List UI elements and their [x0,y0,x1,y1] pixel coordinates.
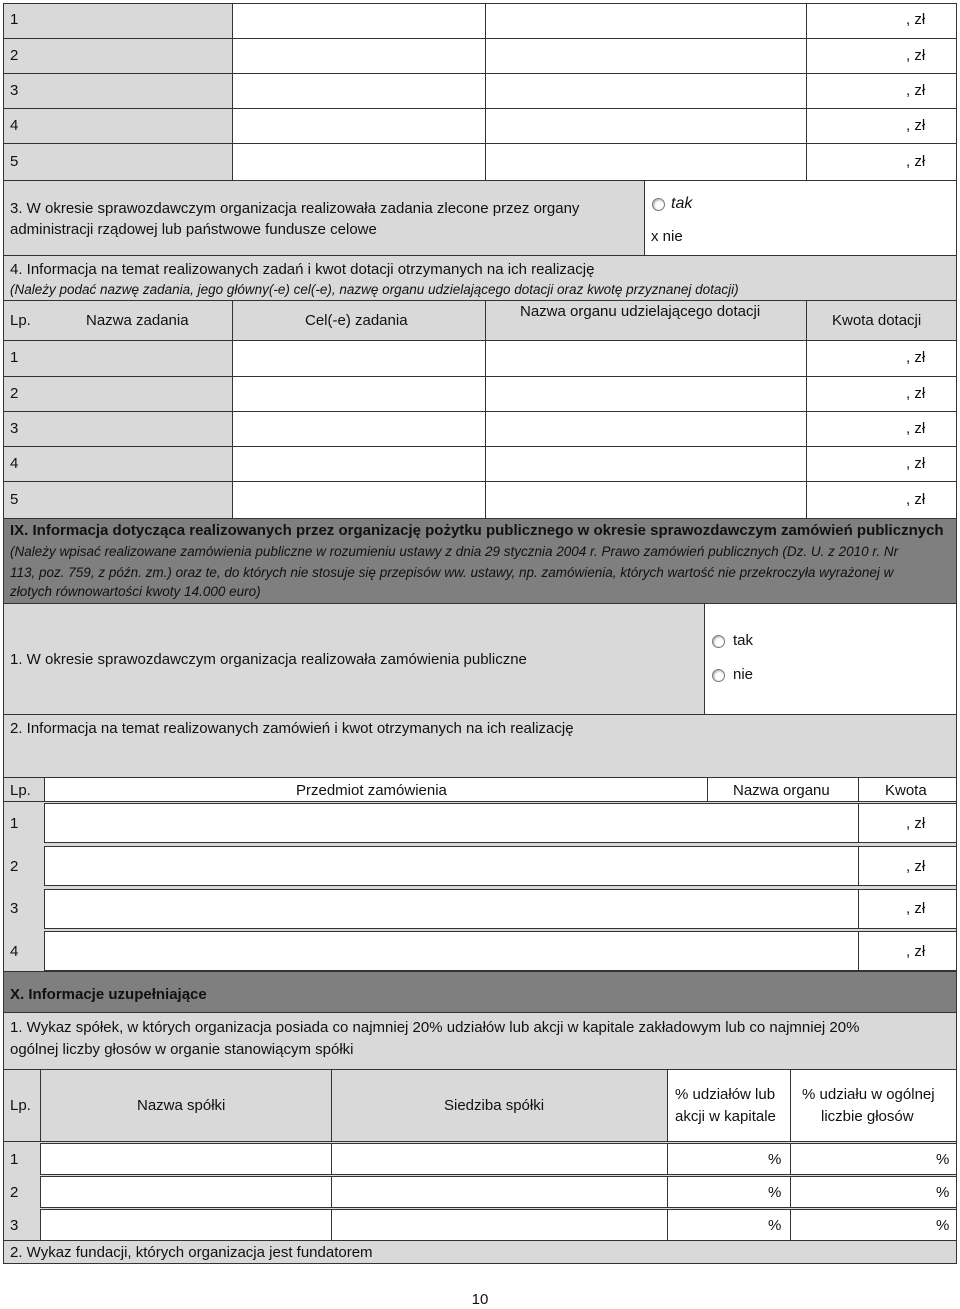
option-nie-selected[interactable]: x nie [651,228,683,245]
input-cell[interactable] [40,1209,332,1241]
radio-icon[interactable] [712,669,725,682]
page-number: 10 [471,1291,489,1308]
col-udzialy: akcji w kapitale [675,1108,776,1125]
q3-text: administracji rządowej lub państwowe fundusze celowe [10,221,377,238]
input-cell[interactable] [331,1176,668,1208]
x-q1-text: 1. Wykaz spółek, w których organizacja posiada co najmniej 20% udziałów lub akcji w kapitale zakładowym lub co najmniej 20% [10,1019,860,1036]
amount-cell[interactable] [806,143,957,181]
input-cell[interactable] [485,340,807,377]
col-udzialy: % udziałów lub [675,1086,776,1103]
currency-suffix: , zł [906,117,926,134]
col-cel-zadania: Cel(-e) zadania [305,312,408,329]
option-nie[interactable]: nie [712,666,753,683]
row-number: 4 [10,455,19,472]
input-cell[interactable] [485,411,807,447]
input-cell[interactable] [232,73,486,109]
x-col-header [790,1069,957,1142]
radio-icon[interactable] [712,635,725,648]
amount-cell[interactable] [806,411,957,447]
currency-suffix: , zł [906,11,926,28]
currency-suffix: , zł [906,349,926,366]
col-nazwa-organu: Nazwa organu udzielającego dotacji [520,303,761,320]
ix-q1-text: 1. W okresie sprawozdawczym organizacja realizowała zamówienia publiczne [10,651,527,668]
percent-cell[interactable] [790,1209,957,1241]
row-number: 3 [10,1217,19,1234]
table-row [3,340,233,377]
input-cell[interactable] [232,446,486,482]
percent-sign: % [936,1217,950,1234]
amount-cell[interactable] [806,376,957,412]
input-cell[interactable] [485,143,807,181]
q3-answer-cell [644,180,957,256]
input-cell[interactable] [232,143,486,181]
input-cell[interactable] [232,3,486,39]
row-number: 2 [10,858,19,875]
row-number: 2 [10,385,19,402]
radio-icon[interactable] [652,198,665,211]
row-number: 5 [10,491,19,508]
table-row [3,3,233,39]
row-number: 2 [10,47,19,64]
table-row [3,376,233,412]
currency-suffix: , zł [906,858,926,875]
row-number: 1 [10,349,19,366]
amount-cell[interactable] [806,108,957,144]
q4-title: 4. Informacja na temat realizowanych zadań i kwot dotacji otrzymanych na ich realizację [10,261,595,278]
ix-q2-text: 2. Informacja na temat realizowanych zamówień i kwot otrzymanych na ich realizację [10,720,574,737]
input-cell[interactable] [44,803,859,843]
col-nazwa-organu: Nazwa organu [733,782,830,799]
amount-cell[interactable] [806,38,957,74]
col-przedmiot: Przedmiot zamówienia [296,782,447,799]
option-tak[interactable]: tak [712,632,753,649]
row-number: 1 [10,11,19,28]
percent-sign: % [768,1217,782,1234]
currency-suffix: , zł [906,815,926,832]
table-row [3,411,233,447]
col-kwota-dotacji: Kwota dotacji [832,312,922,329]
section-ix-title: IX. Informacja dotycząca realizowanych przez organizację pożytku publicznego w okresie sprawozdawczym zamówień publicznych [10,522,944,539]
col-nazwa-zadania: Nazwa zadania [86,312,189,329]
amount-cell[interactable] [806,340,957,377]
table-row [3,481,233,519]
percent-cell[interactable] [790,1143,957,1175]
currency-suffix: , zł [906,47,926,64]
currency-suffix: , zł [906,385,926,402]
input-cell[interactable] [232,340,486,377]
input-cell[interactable] [485,481,807,519]
input-cell[interactable] [232,411,486,447]
table-row [3,73,233,109]
col-siedziba: Siedziba spółki [444,1097,545,1114]
input-cell[interactable] [44,846,859,886]
section-ix-note: (Należy wpisać realizowane zamówienia publiczne w rozumieniu ustawy z dnia 29 stycznia 2004 r. Prawo zamówień publicznych (Dz. U. z 2010 r. Nr [10,544,899,559]
input-cell[interactable] [40,1143,332,1175]
col-lp: Lp. [10,782,31,799]
row-number: 5 [10,153,19,170]
input-cell[interactable] [232,376,486,412]
percent-sign: % [936,1151,950,1168]
input-cell[interactable] [331,1143,668,1175]
input-cell[interactable] [485,108,807,144]
section-x-title: X. Informacje uzupełniające [10,986,207,1003]
table-row [3,143,233,181]
percent-sign: % [768,1151,782,1168]
col-nazwa-spolki: Nazwa spółki [137,1097,226,1114]
input-cell[interactable] [44,889,859,929]
table-row [3,108,233,144]
row-number: 4 [10,943,19,960]
option-tak[interactable]: tak [652,195,692,213]
col-lp: Lp. [10,1097,31,1114]
input-cell[interactable] [40,1176,332,1208]
amount-cell[interactable] [806,3,957,39]
currency-suffix: , zł [906,82,926,99]
input-cell[interactable] [485,446,807,482]
q3-text: 3. W okresie sprawozdawczym organizacja realizowała zadania zlecone przez organy [10,200,580,217]
input-cell[interactable] [485,38,807,74]
currency-suffix: , zł [906,943,926,960]
row-number: 1 [10,815,19,832]
input-cell[interactable] [485,376,807,412]
x-col-header [667,1069,791,1142]
row-number: 3 [10,420,19,437]
table-row [3,446,233,482]
section-ix-note: złotych równowartości kwoty 14.000 euro) [10,584,261,599]
currency-suffix: , zł [906,455,926,472]
currency-suffix: , zł [906,153,926,170]
col-lp: Lp. [10,312,31,329]
col-glosy: % udziału w ogólnej [802,1086,935,1103]
amount-cell[interactable] [806,73,957,109]
x-q2-text: 2. Wykaz fundacji, których organizacja jest fundatorem [10,1244,373,1261]
input-cell[interactable] [485,73,807,109]
percent-sign: % [768,1184,782,1201]
row-number: 4 [10,117,19,134]
x-q1-text: ogólnej liczby głosów w organie stanowiącym spółki [10,1041,354,1058]
currency-suffix: , zł [906,420,926,437]
input-cell[interactable] [232,108,486,144]
row-number: 3 [10,82,19,99]
section-ix-note: 113, poz. 759, z późn. zm.) oraz te, do których nie stosuje się przepisów ww. ustawy, np. zamówienia, których wartość nie przekroczyła wyrażonej w [10,565,894,580]
q3-question-cell [3,180,645,256]
input-cell[interactable] [331,1209,668,1241]
percent-cell[interactable] [790,1176,957,1208]
col-glosy: liczbie głosów [821,1108,914,1125]
row-number: 3 [10,900,19,917]
row-number: 2 [10,1184,19,1201]
amount-cell[interactable] [806,481,957,519]
row-number: 1 [10,1151,19,1168]
input-cell[interactable] [232,481,486,519]
currency-suffix: , zł [906,900,926,917]
currency-suffix: , zł [906,491,926,508]
input-cell[interactable] [232,38,486,74]
percent-sign: % [936,1184,950,1201]
q4-note: (Należy podać nazwę zadania, jego główny(-e) cel(-e), nazwę organu udzielającego dotacji oraz kwotę przyznanej dotacji) [10,282,739,297]
input-cell[interactable] [44,931,859,971]
amount-cell[interactable] [806,446,957,482]
col-kwota: Kwota [885,782,927,799]
table-row [3,38,233,74]
input-cell[interactable] [485,3,807,39]
